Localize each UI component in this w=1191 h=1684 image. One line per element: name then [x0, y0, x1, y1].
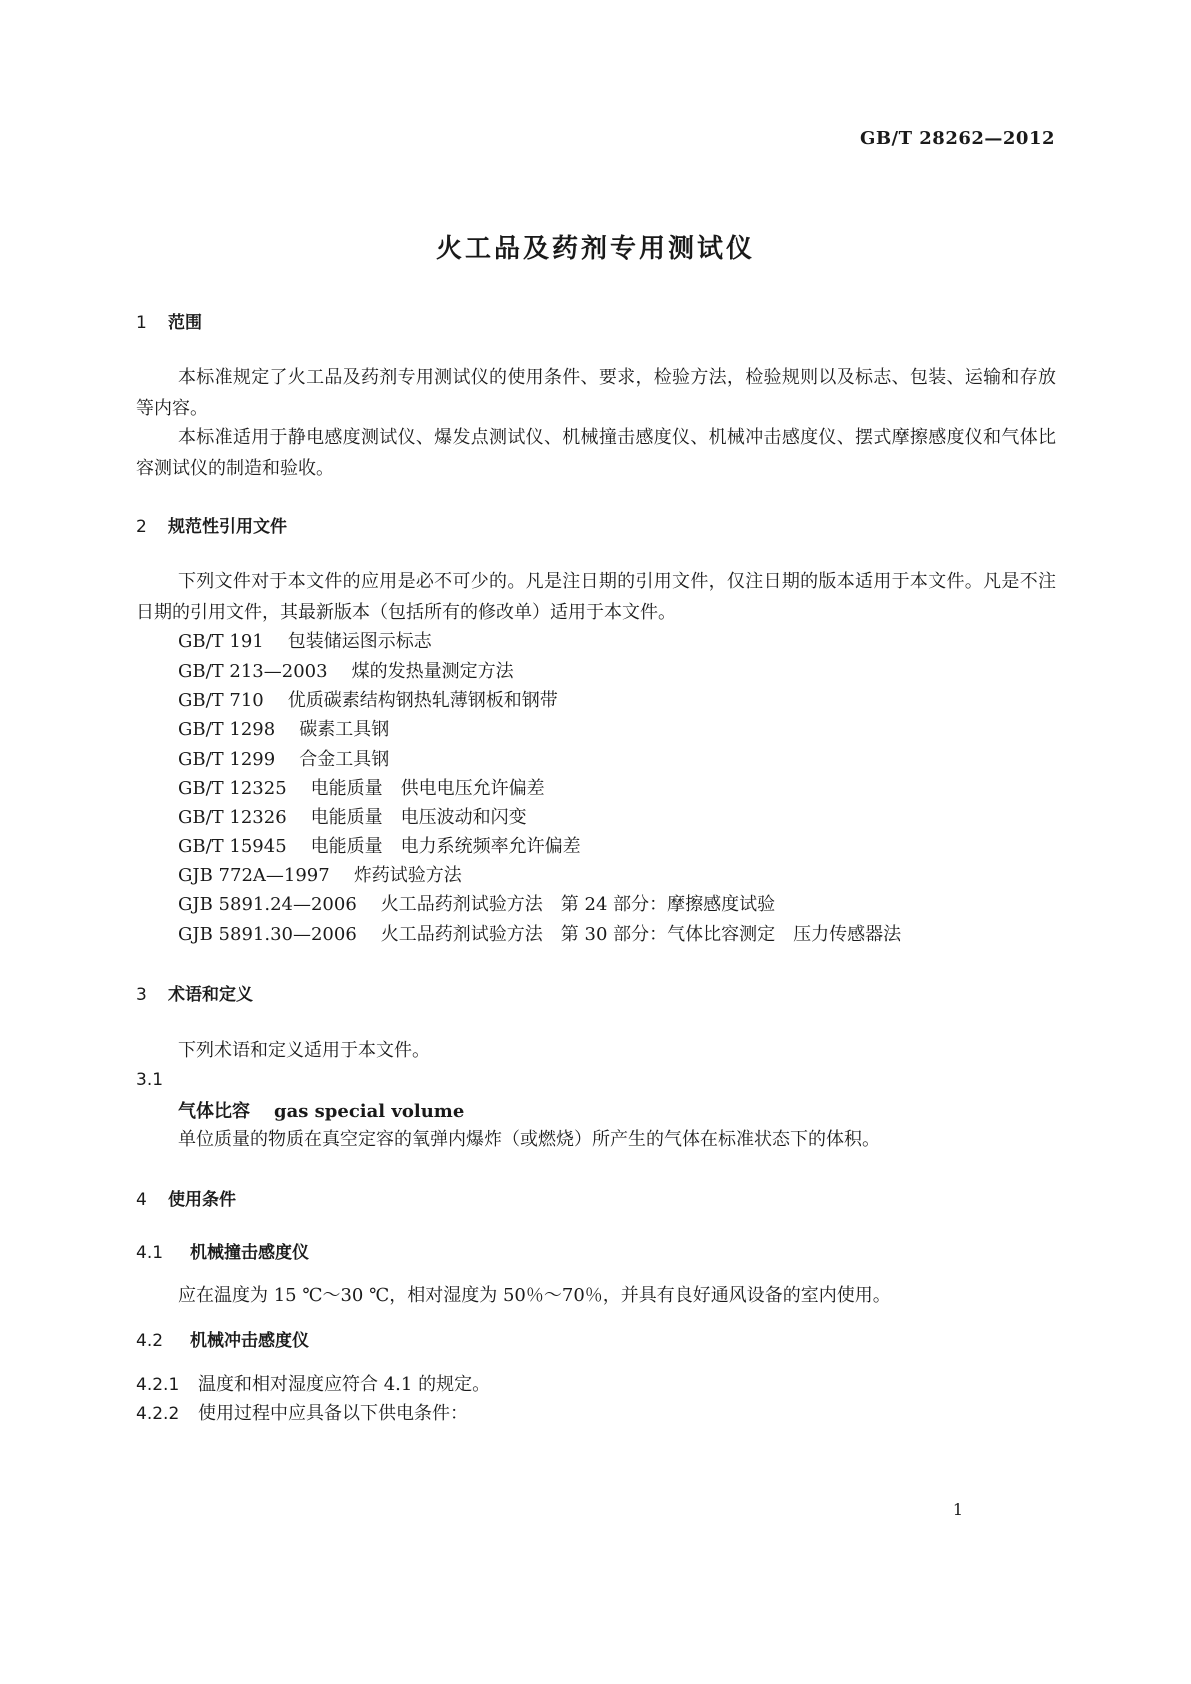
reference-name: 合金工具钢	[299, 749, 390, 770]
reference-item	[178, 890, 775, 916]
section-number: 3	[136, 985, 147, 1005]
section-2-heading	[136, 512, 287, 537]
section-number: 1	[136, 313, 147, 333]
reference-code: GB/T 191	[178, 631, 264, 652]
term-number: 3.1	[136, 1070, 164, 1090]
term-english: gas special volume	[274, 1101, 465, 1122]
reference-item	[178, 920, 901, 946]
section-4-1-text: 应在温度为 15 ℃～30 ℃，相对湿度为 50％～70％，并具有良好通风设备的室内使用。	[178, 1285, 891, 1306]
reference-item	[178, 715, 389, 741]
reference-name: 电能质量 电力系统频率允许偏差	[310, 836, 581, 857]
reference-code: GB/T 213—2003	[178, 661, 328, 682]
page-number: 1	[952, 1500, 963, 1519]
section-title: 规范性引用文件	[168, 517, 287, 537]
section-title: 机械冲击感度仪	[190, 1331, 309, 1351]
reference-code: GJB 772A—1997	[178, 865, 330, 886]
reference-item	[178, 832, 581, 858]
reference-item	[178, 686, 558, 712]
clause-4-2-1	[136, 1370, 490, 1396]
reference-name: 优质碳素结构钢热轧薄钢板和钢带	[287, 690, 558, 711]
reference-item	[178, 745, 389, 771]
clause-4-2-2	[136, 1399, 468, 1425]
reference-code: GB/T 12326	[178, 807, 287, 828]
reference-name: 包装储运图示标志	[287, 631, 432, 652]
term-chinese: 气体比容	[178, 1101, 250, 1122]
term-entry	[178, 1097, 464, 1123]
reference-name: 炸药试验方法	[353, 865, 462, 886]
reference-code: GB/T 1299	[178, 749, 276, 770]
section-number: 4.2	[136, 1331, 164, 1351]
reference-code: GJB 5891.24—2006	[178, 894, 357, 915]
clause-text: 使用过程中应具备以下供电条件：	[198, 1403, 468, 1424]
section-3-paragraph-1: 下列术语和定义适用于本文件。	[178, 1040, 430, 1061]
reference-item	[178, 774, 545, 800]
reference-code: GJB 5891.30—2006	[178, 924, 357, 945]
reference-name: 火工品药剂试验方法 第 30 部分：气体比容测定 压力传感器法	[380, 924, 902, 945]
reference-item	[178, 627, 432, 653]
section-4-2-heading	[136, 1326, 309, 1351]
reference-code: GB/T 710	[178, 690, 264, 711]
standard-id: GB/T 28262—2012	[859, 128, 1055, 149]
section-number: 2	[136, 517, 147, 537]
reference-name: 火工品药剂试验方法 第 24 部分：摩擦感度试验	[380, 894, 776, 915]
clause-number: 4.2.1	[136, 1375, 180, 1395]
reference-code: GB/T 15945	[178, 836, 287, 857]
section-1-paragraph-1: 本标准规定了火工品及药剂专用测试仪的使用条件、要求，检验方法，检验规则以及标志、包装、运输和存放等内容。	[136, 367, 1056, 419]
section-number: 4.1	[136, 1243, 164, 1263]
clause-text: 温度和相对湿度应符合 4.1 的规定。	[198, 1374, 491, 1395]
reference-name: 电能质量 供电电压允许偏差	[310, 778, 545, 799]
section-number: 4	[136, 1190, 147, 1210]
reference-item	[178, 803, 527, 829]
section-4-1-heading	[136, 1238, 309, 1263]
reference-code: GB/T 1298	[178, 719, 276, 740]
section-3-heading	[136, 980, 253, 1005]
reference-name: 电能质量 电压波动和闪变	[310, 807, 527, 828]
section-title: 机械撞击感度仪	[190, 1243, 309, 1263]
reference-item	[178, 861, 462, 887]
section-1-heading	[136, 308, 202, 333]
reference-item	[178, 657, 514, 683]
section-title: 范围	[168, 313, 202, 333]
section-4-heading	[136, 1185, 236, 1210]
document-title: 火工品及药剂专用测试仪	[435, 234, 755, 264]
section-2-paragraph-1: 下列文件对于本文件的应用是必不可少的。凡是注日期的引用文件，仅注日期的版本适用于本文件。凡是不注日期的引用文件，其最新版本（包括所有的修改单）适用于本文件。	[136, 571, 1056, 623]
clause-number: 4.2.2	[136, 1404, 180, 1424]
term-definition: 单位质量的物质在真空定容的氧弹内爆炸（或燃烧）所产生的气体在标准状态下的体积。	[178, 1129, 880, 1150]
reference-code: GB/T 12325	[178, 778, 287, 799]
section-1-paragraph-2: 本标准适用于静电感度测试仪、爆发点测试仪、机械撞击感度仪、机械冲击感度仪、摆式摩擦感度仪和气体比容测试仪的制造和验收。	[136, 427, 1056, 479]
section-title: 术语和定义	[168, 985, 253, 1005]
reference-name: 碳素工具钢	[299, 719, 390, 740]
section-title: 使用条件	[168, 1190, 236, 1210]
reference-name: 煤的发热量测定方法	[351, 661, 514, 682]
